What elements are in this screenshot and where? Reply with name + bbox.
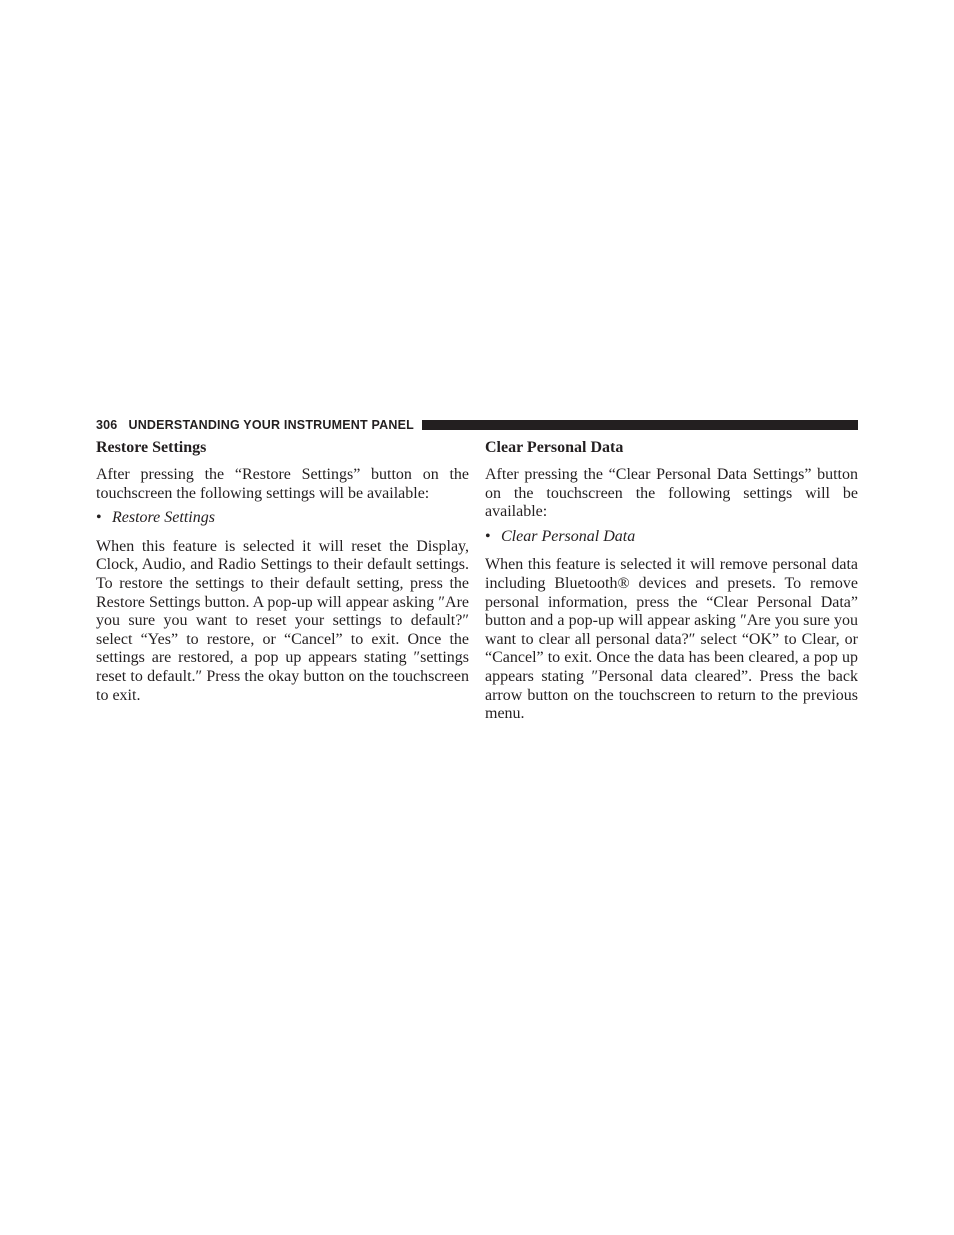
restore-settings-bullet [96,509,469,528]
page-number: 306 [96,418,118,432]
restore-settings-body: When this feature is selected it will reset the Display, Clock, Audio, and Radio Settings to their default settings. To restore the settings to their default setting, press the Restore Settings button. A pop-up will appear asking ″Are you sure you want to reset your settings to default?″ select “Yes” to restore, or “Cancel” to exit. Once the settings are restored, a pop up appears stating ″settings reset to default.″ Press the okay button on the touchscreen to exit. [96,537,469,704]
clear-personal-data-bullet [485,528,858,547]
left-column [96,438,469,705]
restore-settings-intro: After pressing the “Restore Settings” button on the touchscreen the following settings will be available: [96,466,469,502]
page-header [96,417,858,433]
bullet-icon: • [96,509,102,527]
clear-personal-data-intro: After pressing the “Clear Personal Data Settings” button on the touchscreen the following settings will be available: [485,466,858,521]
right-column [485,438,858,724]
clear-personal-data-bullet-text: Clear Personal Data [501,527,636,545]
header-rule [422,420,858,430]
section-title: UNDERSTANDING YOUR INSTRUMENT PANEL [128,418,414,432]
restore-settings-bullet-text: Restore Settings [112,509,215,527]
bullet-icon: • [485,527,491,545]
clear-personal-data-body: When this feature is selected it will remove personal data including Bluetooth® devices and presets. To remove personal information, press the “Clear Personal Data” button and a pop-up will appear asking ″Are you sure you want to clear all personal data?″ select “OK” to Clear, or “Cancel” to exit. Once the data has been cleared, a pop up appears stating ″Personal data cleared”. Press the back arrow button on the touchscreen to return to the previous menu. [485,556,858,723]
restore-settings-heading: Restore Settings [96,439,207,456]
clear-personal-data-heading: Clear Personal Data [485,439,624,456]
